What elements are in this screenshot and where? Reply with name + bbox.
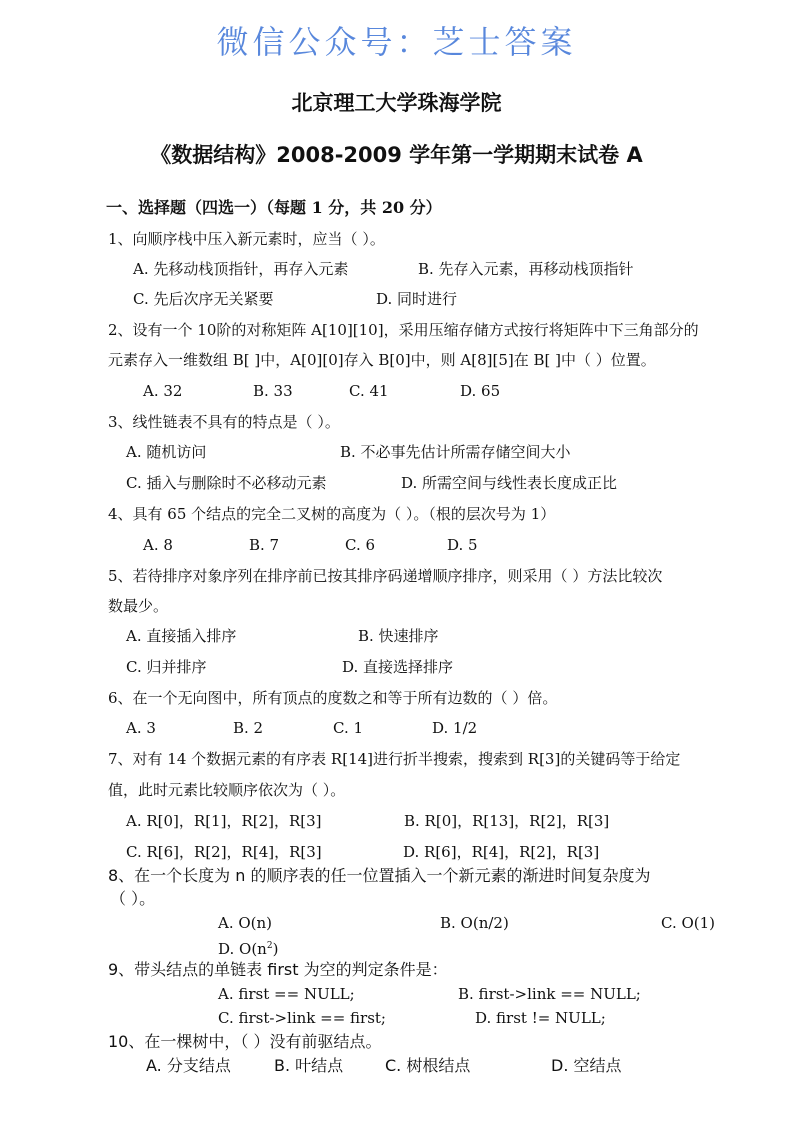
option-c: C. 6 [345,536,376,554]
option-b: B. 33 [253,382,293,400]
option-a: A. 随机访问 [126,443,207,461]
option-a: A. O(n) [218,914,273,932]
option-a: A. 先移动栈顶指针，再存入元素 [133,260,349,278]
question-5: 5、若待排序对象序列在排序前已按其排序码递增顺序排序，则采用（ ）方法比较次 [108,567,663,585]
question-4: 4、具有 65 个结点的完全二叉树的高度为（ ）。（根的层次号为 1） [108,505,556,523]
option-d: D. 所需空间与线性表长度成正比 [401,474,618,492]
option-a: A. first == NULL; [218,985,355,1003]
option-a: A. 分支结点 [146,1056,231,1075]
option-c: C. 1 [333,719,364,737]
question-7: 7、对有 14 个数据元素的有序表 R[14]进行折半搜索，搜索到 R[3]的关键码等于给定 [108,750,681,768]
question-7-cont: 值，此时元素比较顺序依次为（ ）。 [108,781,346,799]
option-c: C. 先后次序无关紧要 [133,290,274,308]
option-c: C. 归并排序 [126,658,207,676]
option-b: B. O(n/2) [440,914,509,932]
option-a: A. 3 [126,719,156,737]
option-c: C. 树根结点 [385,1056,471,1075]
option-d: D. 同时进行 [376,290,458,308]
question-8: 8、在一个长度为 n 的顺序表的任一位置插入一个新元素的渐进时间复杂度为 [108,866,651,885]
question-2-cont: 元素存入一维数组 B[ ]中，A[0][0]存入 B[0]中，则 A[8][5]在 B[ ]中（ ）位置。 [108,351,656,369]
option-d: D. 1/2 [432,719,478,737]
question-8-cont: （ ）。 [110,889,156,908]
question-6: 6、在一个无向图中，所有顶点的度数之和等于所有边数的（ ）倍。 [108,689,558,707]
option-a: A. 直接插入排序 [126,627,237,645]
question-2: 2、设有一个 10阶的对称矩阵 A[10][10]，采用压缩存储方式按行将矩阵中下三角部分的 [108,321,699,339]
option-b: B. 2 [233,719,264,737]
option-a: A. 32 [143,382,183,400]
question-9: 9、带头结点的单链表 first 为空的判定条件是： [108,960,448,979]
option-a: A. 8 [143,536,173,554]
option-b: B. first->link == NULL; [458,985,641,1003]
option-d-text: D. O(n [218,940,267,958]
option-c: C. R[6]，R[2]，R[4]，R[3] [126,843,322,861]
question-1: 1、向顺序栈中压入新元素时，应当（ ）。 [108,230,385,248]
document-subtitle: 《数据结构》2008-2009 学年第一学期期末试卷 A [150,143,643,167]
option-a: A. R[0]，R[1]，R[2]，R[3] [126,812,322,830]
option-c: C. 41 [349,382,389,400]
question-5-cont: 数最少。 [108,597,169,615]
option-d: D. 空结点 [551,1056,622,1075]
option-d-close: ) [272,940,279,958]
option-d: D. first != NULL; [475,1009,606,1027]
option-b: B. 叶结点 [274,1056,344,1075]
option-c: C. first->link == first; [218,1009,386,1027]
exponent: 2 [266,941,273,951]
option-c: C. 插入与删除时不必移动元素 [126,474,327,492]
question-10: 10、在一棵树中，（ ）没有前驱结点。 [108,1032,382,1051]
watermark: 微信公众号：芝士答案 [216,23,577,61]
option-d: D. 直接选择排序 [342,658,454,676]
document-title: 北京理工大学珠海学院 [291,91,502,115]
option-b: B. 快速排序 [358,627,439,645]
option-b: B. 不必事先估计所需存储空间大小 [340,443,571,461]
question-3: 3、线性链表不具有的特点是（ ）。 [108,413,340,431]
option-b: B. R[0]，R[13]，R[2]，R[3] [404,812,610,830]
option-b: B. 先存入元素，再移动栈顶指针 [418,260,634,278]
section-heading: 一、选择题（四选一）（每题 1 分，共 20 分） [106,198,442,217]
option-b: B. 7 [249,536,280,554]
option-d: D. R[6]，R[4]，R[2]，R[3] [403,843,600,861]
option-d [218,936,278,959]
option-d: D. 5 [447,536,478,554]
option-d: D. 65 [460,382,501,400]
option-c: C. O(1) [661,914,716,932]
